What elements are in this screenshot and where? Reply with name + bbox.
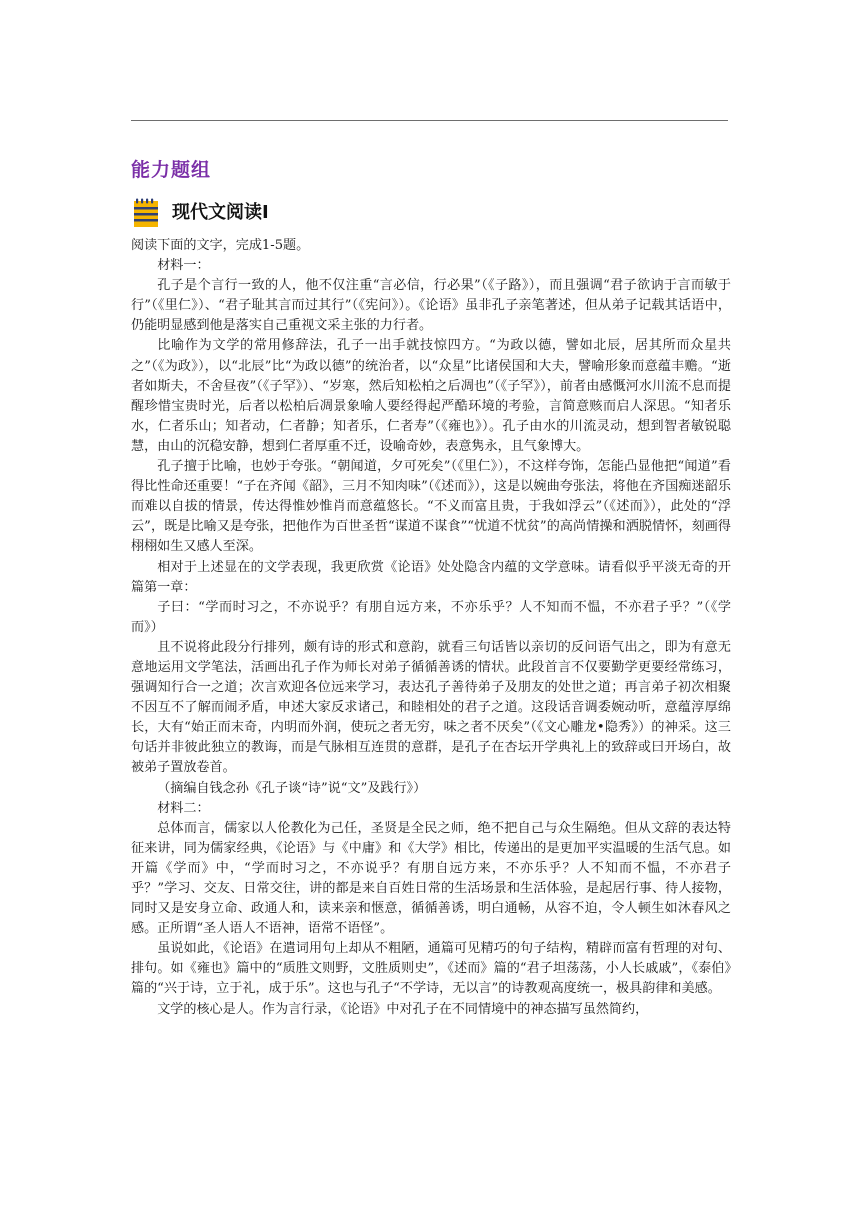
paragraph: 文学的核心是人。作为言行录，《论语》中对孔子在不同情境中的神态描写虽然简约， [157,1001,649,1017]
paragraph: 且不说将此段分行排列，颇有诗的形式和意韵，就看三句话皆以亲切的反问语气出之，即为有意无意地运用文学笔法，活画出孔子作为师长对弟子循循善诱的情状。此段首言不仅要勤学更要经常练习，强调知行合一之道；次言欢迎各位远来学习，表达孔子善待弟子及朋友的处世之道；再言弟子初次相聚不因互不了解而闹矛盾，申述大家反求诸己，和睦相处的君子之道。这段话音调委婉动听，意蕴淳厚绵长，大有“始正而末奇，内明而外润，使玩之者无穷，味之者不厌矣”（《文心雕龙•隐秀》）的神采。这三句话并非彼此独立的教诲，而是气脉相互连贯的意群，是孔子在杏坛开学典礼上的致辞或曰开场白，故被弟子置放卷首。 [131,639,731,776]
quotation: 子曰：“学而时习之，不亦说乎？有朋自远方来，不亦乐乎？人不知而不愠，不亦君子乎？”（《学而》） [131,599,731,635]
paragraph: 虽说如此，《论语》在遣词用句上却从不粗陋，通篇可见精巧的句子结构，精辟而富有哲理的对句、排句。如《雍也》篇中的“质胜文则野，文胜质则史”，《述而》篇的“君子坦荡荡，小人长戚戚”，《泰伯》篇的“兴于诗，立于礼，成于乐”。这也与孔子“不学诗，无以言”的诗教观高度统一，极具韵律和美感。 [131,941,731,997]
section-title: 能力题组 [131,159,212,181]
paragraph: 孔子擅于比喻，也妙于夸张。“朝闻道，夕可死矣”（《里仁》），不这样夸饰，怎能凸显他把“闻道”看得比性命还重要！“子在齐闻《韶》，三月不知肉味”（《述而》），这是以婉曲夸张法，将他在齐国痴迷韶乐而难以自拔的情景，传达得惟妙惟肖而意蕴悠长。“不义而富且贵，于我如浮云”（《述而》），此处的“浮云”，既是比喻又是夸张，把他作为百世圣哲“谋道不谋食”“忧道不忧贫”的高尚情操和洒脱情怀，刻画得栩栩如生又感人至深。 [131,459,731,555]
paragraph: 孔子是个言行一致的人，他不仅注重“言必信，行必果”（《子路》），而且强调“君子欲讷于言而敏于行”（《里仁》）、“君子耻其言而过其行”（《宪问》）。《论语》虽非孔子亲笔著述，但从弟子记载其话语中，仍能明显感到他是落实自己重视文采主张的力行者。 [131,278,731,334]
paragraph: 相对于上述显在的文学表现，我更欣赏《论语》处处隐含内蕴的文学意味。请看似乎平淡无奇的开篇第一章： [131,559,731,595]
paragraph: 比喻作为文学的常用修辞法，孔子一出手就技惊四方。“为政以德，譬如北辰，居其所而众星共之”（《为政》），以“北辰”比“为政以德”的统治者，以“众星”比诸侯国和大夫，譬喻形象而意蕴丰赡。“逝者如斯夫，不舍昼夜”（《子罕》）、“岁寒，然后知松柏之后凋也”（《子罕》），前者由感慨河水川流不息而提醒珍惜宝贵时光，后者以松柏后凋景象喻人要经得起严酷环境的考验，言简意赅而启人深思。“知者乐水，仁者乐山；知者动，仁者静；知者乐，仁者寿”（《雍也》）。孔子由水的川流灵动，想到智者敏锐聪慧，由山的沉稳安静，想到仁者厚重不迁，设喻奇妙，表意隽永，且气象博大。 [131,338,731,454]
source-citation: （摘编自钱念孙《孔子谈“诗”说“文”及践行》） [157,780,427,796]
notebook-icon [131,198,161,228]
article-body [131,236,731,1020]
paragraph: 总体而言，儒家以人伦教化为己任，圣贤是全民之师，绝不把自己与众生隔绝。但从文辞的表达特征来讲，同为儒家经典，《论语》与《中庸》和《大学》相比，传递出的是更加平实温暖的生活气息。如开篇《学而》中，“学而时习之，不亦说乎？有朋自远方来，不亦乐乎？人不知而不愠，不亦君子乎？”学习、交友、日常交往，讲的都是来自百姓日常的生活场景和生活体验，是起居行事、待人接物，同时又是安身立命、政通人和，读来亲和惬意，循循善诱，明白通畅，从容不迫，令人顿生如沐春风之感。正所谓“圣人语人不语神，语常不语怪”。 [131,820,731,937]
material-one-label: 材料一： [157,258,210,274]
header-divider [131,120,728,121]
material-two-label: 材料二： [157,800,210,816]
subsection-title: 现代文阅读Ⅰ [172,202,269,223]
instruction-text: 阅读下面的文字，完成1-5题。 [131,238,310,253]
